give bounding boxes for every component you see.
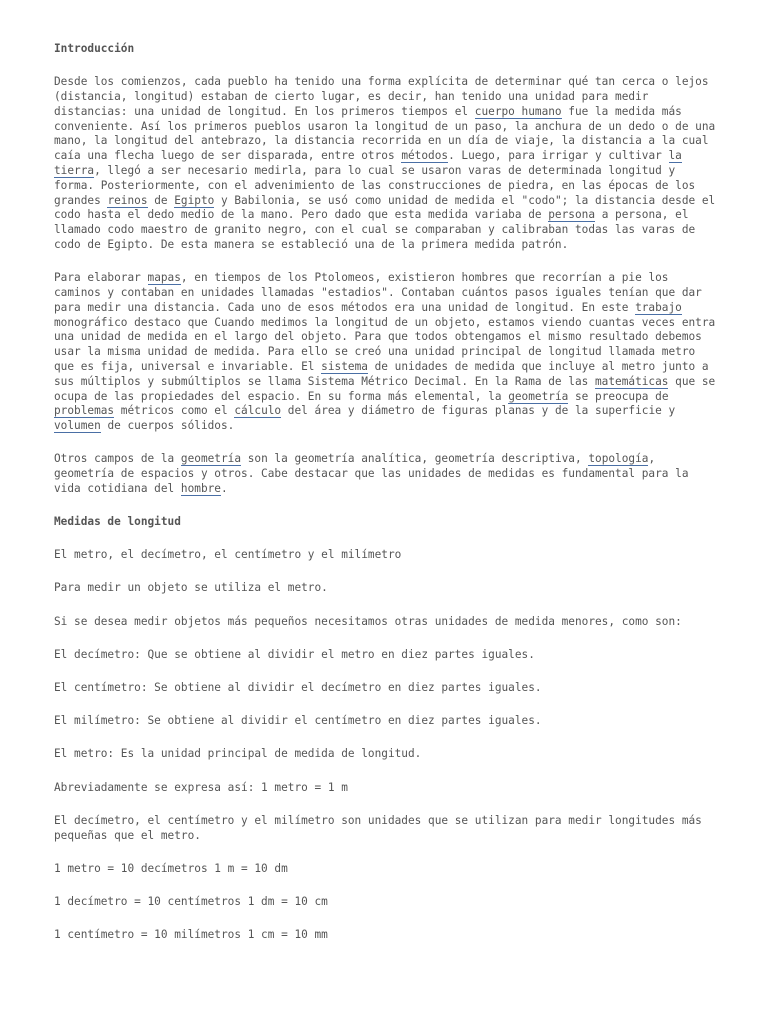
- link-la-tierra[interactable]: la tierra: [54, 149, 682, 177]
- text-line: 1 decímetro = 10 centímetros 1 dm = 10 cm: [54, 894, 328, 908]
- link-calculo[interactable]: cálculo: [234, 404, 282, 418]
- text-run: métricos como el: [114, 404, 235, 418]
- text-line: El decímetro, el centímetro y el milímetro son unidades que se utilizan para medir longitudes más pequeñas que el metro.: [54, 813, 702, 842]
- text-line: Si se desea medir objetos más pequeños necesitamos otras unidades de medida menores, como son:: [54, 614, 682, 628]
- text-run: , geometría de espacios y otros. Cabe destacar que las unidades de medidas es fundamental para la vida cotidiana del: [54, 452, 689, 495]
- paragraph-intro-3: [54, 452, 718, 496]
- link-cuerpo-humano[interactable]: cuerpo humano: [474, 104, 562, 118]
- link-hombre[interactable]: hombre: [180, 481, 221, 495]
- link-topologia[interactable]: topología: [588, 452, 649, 466]
- link-persona[interactable]: persona: [548, 208, 596, 222]
- text-run: Desde los comienzos, cada pueblo ha tenido una forma explícita de determinar qué tan cerca o lejos (distancia, longitud) estaban de cierto lugar, es decir, han tenido una unidad para medir distancias: una unidad de longitud. En los primeros tiempos el: [54, 75, 709, 118]
- link-metodos[interactable]: métodos: [401, 149, 449, 163]
- text-run: del área y diámetro de figuras planas y de la superficie y: [281, 404, 676, 418]
- link-geometria[interactable]: geometría: [508, 389, 569, 403]
- text-run: , en tiempos de los Ptolomeos, existieron hombres que recorrían a pie los caminos y contaban en unidades llamadas "estadios". Contaban cuántos pasos iguales tenían que dar para medir una distancia. Cada uno de esos métodos era una unidad de longitud. En este: [54, 271, 702, 314]
- text-run: son la geometría analítica, geometría descriptiva,: [241, 452, 589, 466]
- link-trabajo[interactable]: trabajo: [635, 300, 682, 314]
- text-line: El metro: Es la unidad principal de medida de longitud.: [54, 747, 422, 761]
- text-run: . Luego, para irrigar y cultivar: [448, 149, 669, 163]
- paragraph-intro-1: [54, 75, 718, 253]
- text-run: se preocupa de: [568, 389, 669, 403]
- link-problemas[interactable]: problemas: [54, 404, 115, 418]
- text-run: Otros campos de la: [54, 452, 181, 466]
- text-line: El milímetro: Se obtiene al dividir el centímetro en diez partes iguales.: [54, 714, 542, 728]
- text-run: .: [220, 481, 228, 495]
- link-mapas[interactable]: mapas: [147, 271, 181, 285]
- text-run: de unidades de medida que incluye al metro junto a sus múltiplos y submúltiplos se llama Sistema Métrico Decimal. En la Rama de las: [54, 359, 709, 388]
- text-run: y Babilonia, se usó como unidad de medida el "codo"; la distancia desde el codo hasta el dedo medio de la mano. Pero dado que esta medida variaba de: [54, 193, 716, 222]
- text-line: El centímetro: Se obtiene al dividir el decímetro en diez partes iguales.: [54, 681, 542, 695]
- text-line: Abreviadamente se expresa así: 1 metro = 1 m: [54, 780, 348, 794]
- text-line: El metro, el decímetro, el centímetro y el milímetro: [54, 548, 402, 562]
- link-geometria-2[interactable]: geometría: [180, 452, 242, 466]
- text-line: 1 centímetro = 10 milímetros 1 cm = 10 mm: [54, 928, 328, 942]
- link-egipto[interactable]: Egipto: [174, 193, 215, 207]
- text-run: de cuerpos sólidos.: [100, 419, 235, 433]
- text-run: fue la medida más conveniente. Así los primeros pueblos usaron la longitud de un paso, la anchura de un dedo o de una mano, la longitud del antebrazo, la distancia recorrida en un día de viaje, la distancia a la cual caía una flecha luego de ser disparada, entre otros: [54, 104, 716, 163]
- text-run: de: [147, 193, 175, 207]
- heading-medidas-de-longitud: Medidas de longitud: [54, 515, 181, 529]
- heading-introduccion: Introducción: [54, 42, 135, 55]
- link-sistema[interactable]: sistema: [321, 359, 368, 373]
- text-run: monográfico destaco que Cuando medimos la longitud de un objeto, estamos viendo cuantas veces entra una unidad de medida en el largo del objeto. Para que todos obtengamos el mismo resultado debemos usar la misma unidad de medida. Para ello se creó una unidad principal de longitud llamada metro que es fija, universal e invariable. El: [54, 315, 716, 373]
- link-volumen[interactable]: volumen: [54, 419, 101, 433]
- paragraph-intro-2: [54, 271, 718, 434]
- text-line: Para medir un objeto se utiliza el metro.: [54, 581, 328, 595]
- text-run: que se ocupa de las propiedades del espacio. En su forma más elemental, la: [54, 374, 716, 403]
- text-run: , llegó a ser necesario medirla, para lo cual se usaron varas de determinada longitud y forma. Posteriormente, con el advenimiento de las construcciones de piedra, en las épocas de los grandes: [54, 163, 696, 207]
- text-run: a persona, el llamado codo maestro de granito negro, con el cual se comparaban y calibraban todas las varas de codo de Egipto. De esta manera se estableció una de la primera medida patrón.: [54, 208, 696, 251]
- text-line: El decímetro: Que se obtiene al dividir el metro en diez partes iguales.: [54, 647, 535, 661]
- link-matematicas[interactable]: matemáticas: [595, 374, 669, 388]
- text-line: 1 metro = 10 decímetros 1 m = 10 dm: [54, 861, 288, 875]
- link-reinos[interactable]: reinos: [107, 193, 148, 207]
- text-run: Para elaborar: [54, 271, 148, 285]
